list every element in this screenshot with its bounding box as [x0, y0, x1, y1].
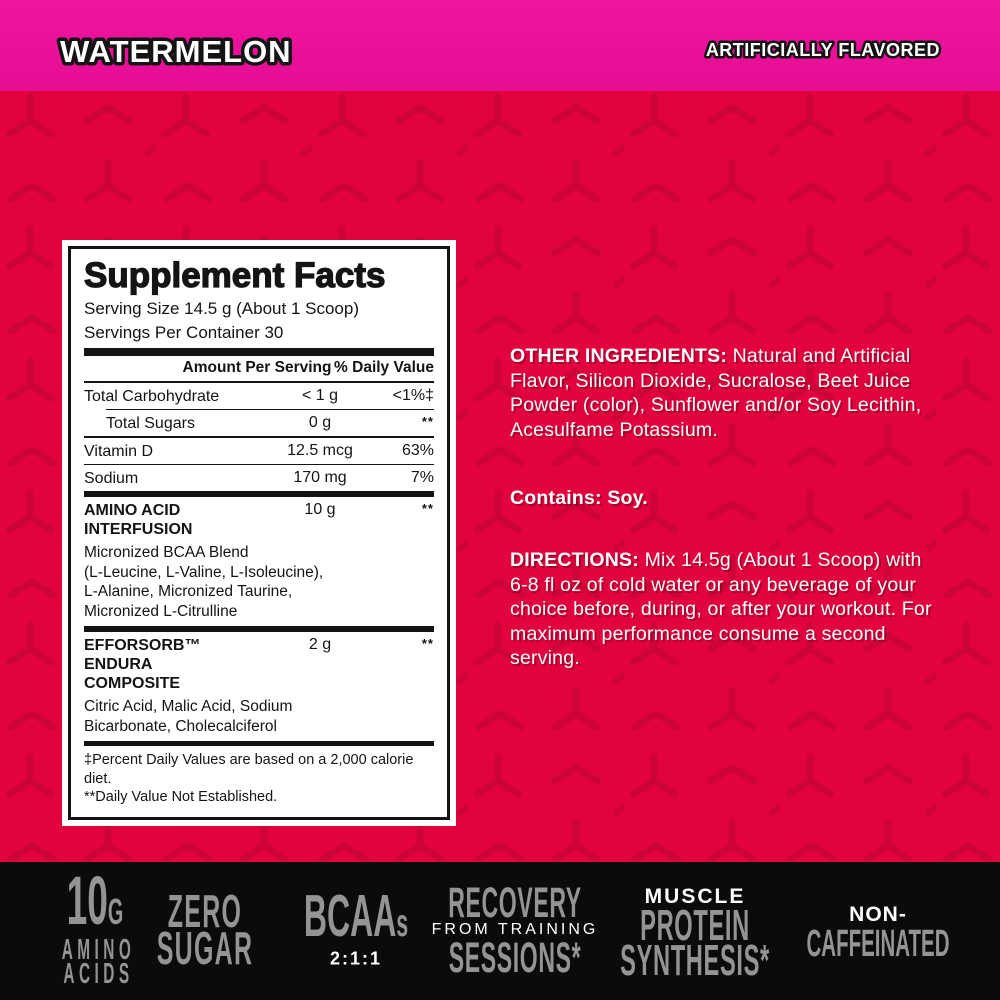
blend-ingredients-line: (L-Leucine, L-Valine, L-Isoleucine),	[84, 563, 324, 581]
blend-ingredients-line: Citric Acid, Malic Acid, Sodium	[84, 698, 293, 715]
nutrient-amount: < 1 g	[301, 386, 339, 404]
badge-amino-text: AMINO	[61, 933, 136, 966]
nutrient-name: Vitamin D	[84, 442, 154, 460]
artificially-flavored-label: ARTIFICIALLY FLAVORED	[705, 40, 940, 60]
badge-protein-text: PROTEIN	[640, 901, 750, 950]
table-row	[84, 410, 434, 436]
badge-bcaa-s: s	[396, 900, 409, 945]
claims-band	[0, 862, 1000, 1000]
nutrient-dv: **	[421, 414, 434, 429]
nutrient-amount: 2 g	[308, 636, 332, 653]
table-row-blend	[84, 497, 434, 542]
blend-ingredients-line: L-Alanine, Micronized Taurine,	[84, 583, 293, 600]
label-body	[0, 91, 1000, 862]
table-row	[84, 383, 434, 409]
nutrient-dv: <1%‡	[392, 386, 434, 404]
badge-recovery-text: RECOVERY	[448, 878, 582, 927]
nutrient-name: Total Carbohydrate	[84, 387, 220, 405]
blend-name-line2: INTERFUSION	[84, 521, 193, 538]
badge-non-text: NON-	[849, 903, 907, 926]
nutrient-dv: **	[421, 636, 434, 651]
divider-thick	[84, 348, 434, 356]
col-amount-per-serving: Amount Per Serving	[182, 359, 332, 376]
table-header	[84, 356, 434, 381]
col-daily-value: % Daily Value	[334, 359, 434, 376]
badge-bcaa-text: BCAA	[303, 882, 397, 949]
blend-name-line1: AMINO ACID	[84, 502, 181, 519]
nutrient-dv: 7%	[410, 469, 434, 486]
blend-name-line1: EFFORSORB™ ENDURA	[84, 637, 201, 673]
blend-ingredients-line: Bicarbonate, Cholecalciferol	[84, 717, 277, 735]
badge-acids-text: ACIDS	[63, 957, 134, 990]
badge-from-training-text: FROM TRAINING	[431, 921, 599, 938]
table-row	[84, 438, 434, 464]
badge-muscle-text: MUSCLE	[644, 885, 746, 908]
flavor-name: WATERMELON	[60, 34, 292, 69]
blend-name	[84, 501, 270, 539]
nutrient-dv: 63%	[401, 441, 434, 459]
nutrient-name: Total Sugars	[106, 415, 195, 432]
contains-statement: Contains: Soy.	[510, 487, 648, 509]
nutrient-dv: **	[421, 501, 434, 516]
nutrient-amount: 170 mg	[293, 469, 347, 486]
directions-text: Mix 14.5g (About 1 Scoop) with 6-8 fl oz of cold water or any beverage of your choice before, during, or after your workout. For maximum performance consume a second serving.	[510, 549, 932, 669]
footnote-daily-values: ‡Percent Daily Values are based on a 2,000 calorie diet.	[84, 752, 414, 787]
table-row	[84, 465, 434, 491]
badge-caffeinated-text: CAFFEINATED	[806, 921, 950, 965]
badge-sugar-text: SUGAR	[156, 924, 254, 975]
supplement-facts-title: Supplement Facts	[84, 256, 386, 295]
blend-ingredients-line: Micronized BCAA Blend	[84, 544, 249, 561]
flavor-bar-text	[0, 0, 1000, 91]
badge-zero-sugar	[130, 887, 281, 975]
blend-ingredients-line: Micronized L-Citrulline	[84, 602, 238, 620]
badge-sessions-text: SESSIONS*	[448, 933, 582, 982]
servings-per-container: Servings Per Container 30	[84, 323, 284, 342]
nutrient-name: Sodium	[84, 470, 139, 487]
supplement-facts-panel	[62, 240, 456, 826]
footnotes	[84, 746, 434, 807]
table-row-blend	[84, 632, 434, 696]
footnote-dv-not-established: **Daily Value Not Established.	[84, 789, 278, 805]
badge-synthesis-text: SYNTHESIS*	[620, 936, 770, 985]
badge-10g-unit: G	[107, 891, 124, 933]
other-ingredients-text: Natural and Artificial Flavor, Silicon Dioxide, Sucralose, Beet Juice Powder (color), Sunflower and/or Soy Lecithin, Acesulfame Potassium.	[510, 345, 922, 441]
blend-ingredients	[84, 542, 434, 626]
badge-ratio-text: 2:1:1	[329, 948, 383, 969]
badge-10g-number: 10	[66, 862, 108, 940]
blend-name-line2: COMPOSITE	[84, 675, 181, 692]
other-ingredients-label: OTHER INGREDIENTS:	[510, 345, 728, 367]
badge-zero-text: ZERO	[167, 887, 243, 938]
directions	[510, 548, 942, 671]
other-ingredients	[510, 344, 942, 442]
flavor-bar	[0, 0, 1000, 91]
nutrient-amount: 10 g	[304, 501, 336, 518]
blend-ingredients	[84, 696, 434, 741]
nutrient-amount: 0 g	[308, 414, 332, 431]
nutrient-amount: 12.5 mcg	[287, 441, 353, 459]
badge-non-caffeinated	[766, 903, 989, 965]
directions-label: DIRECTIONS:	[510, 549, 639, 571]
blend-name	[84, 636, 270, 693]
serving-size: Serving Size 14.5 g (About 1 Scoop)	[84, 299, 359, 318]
